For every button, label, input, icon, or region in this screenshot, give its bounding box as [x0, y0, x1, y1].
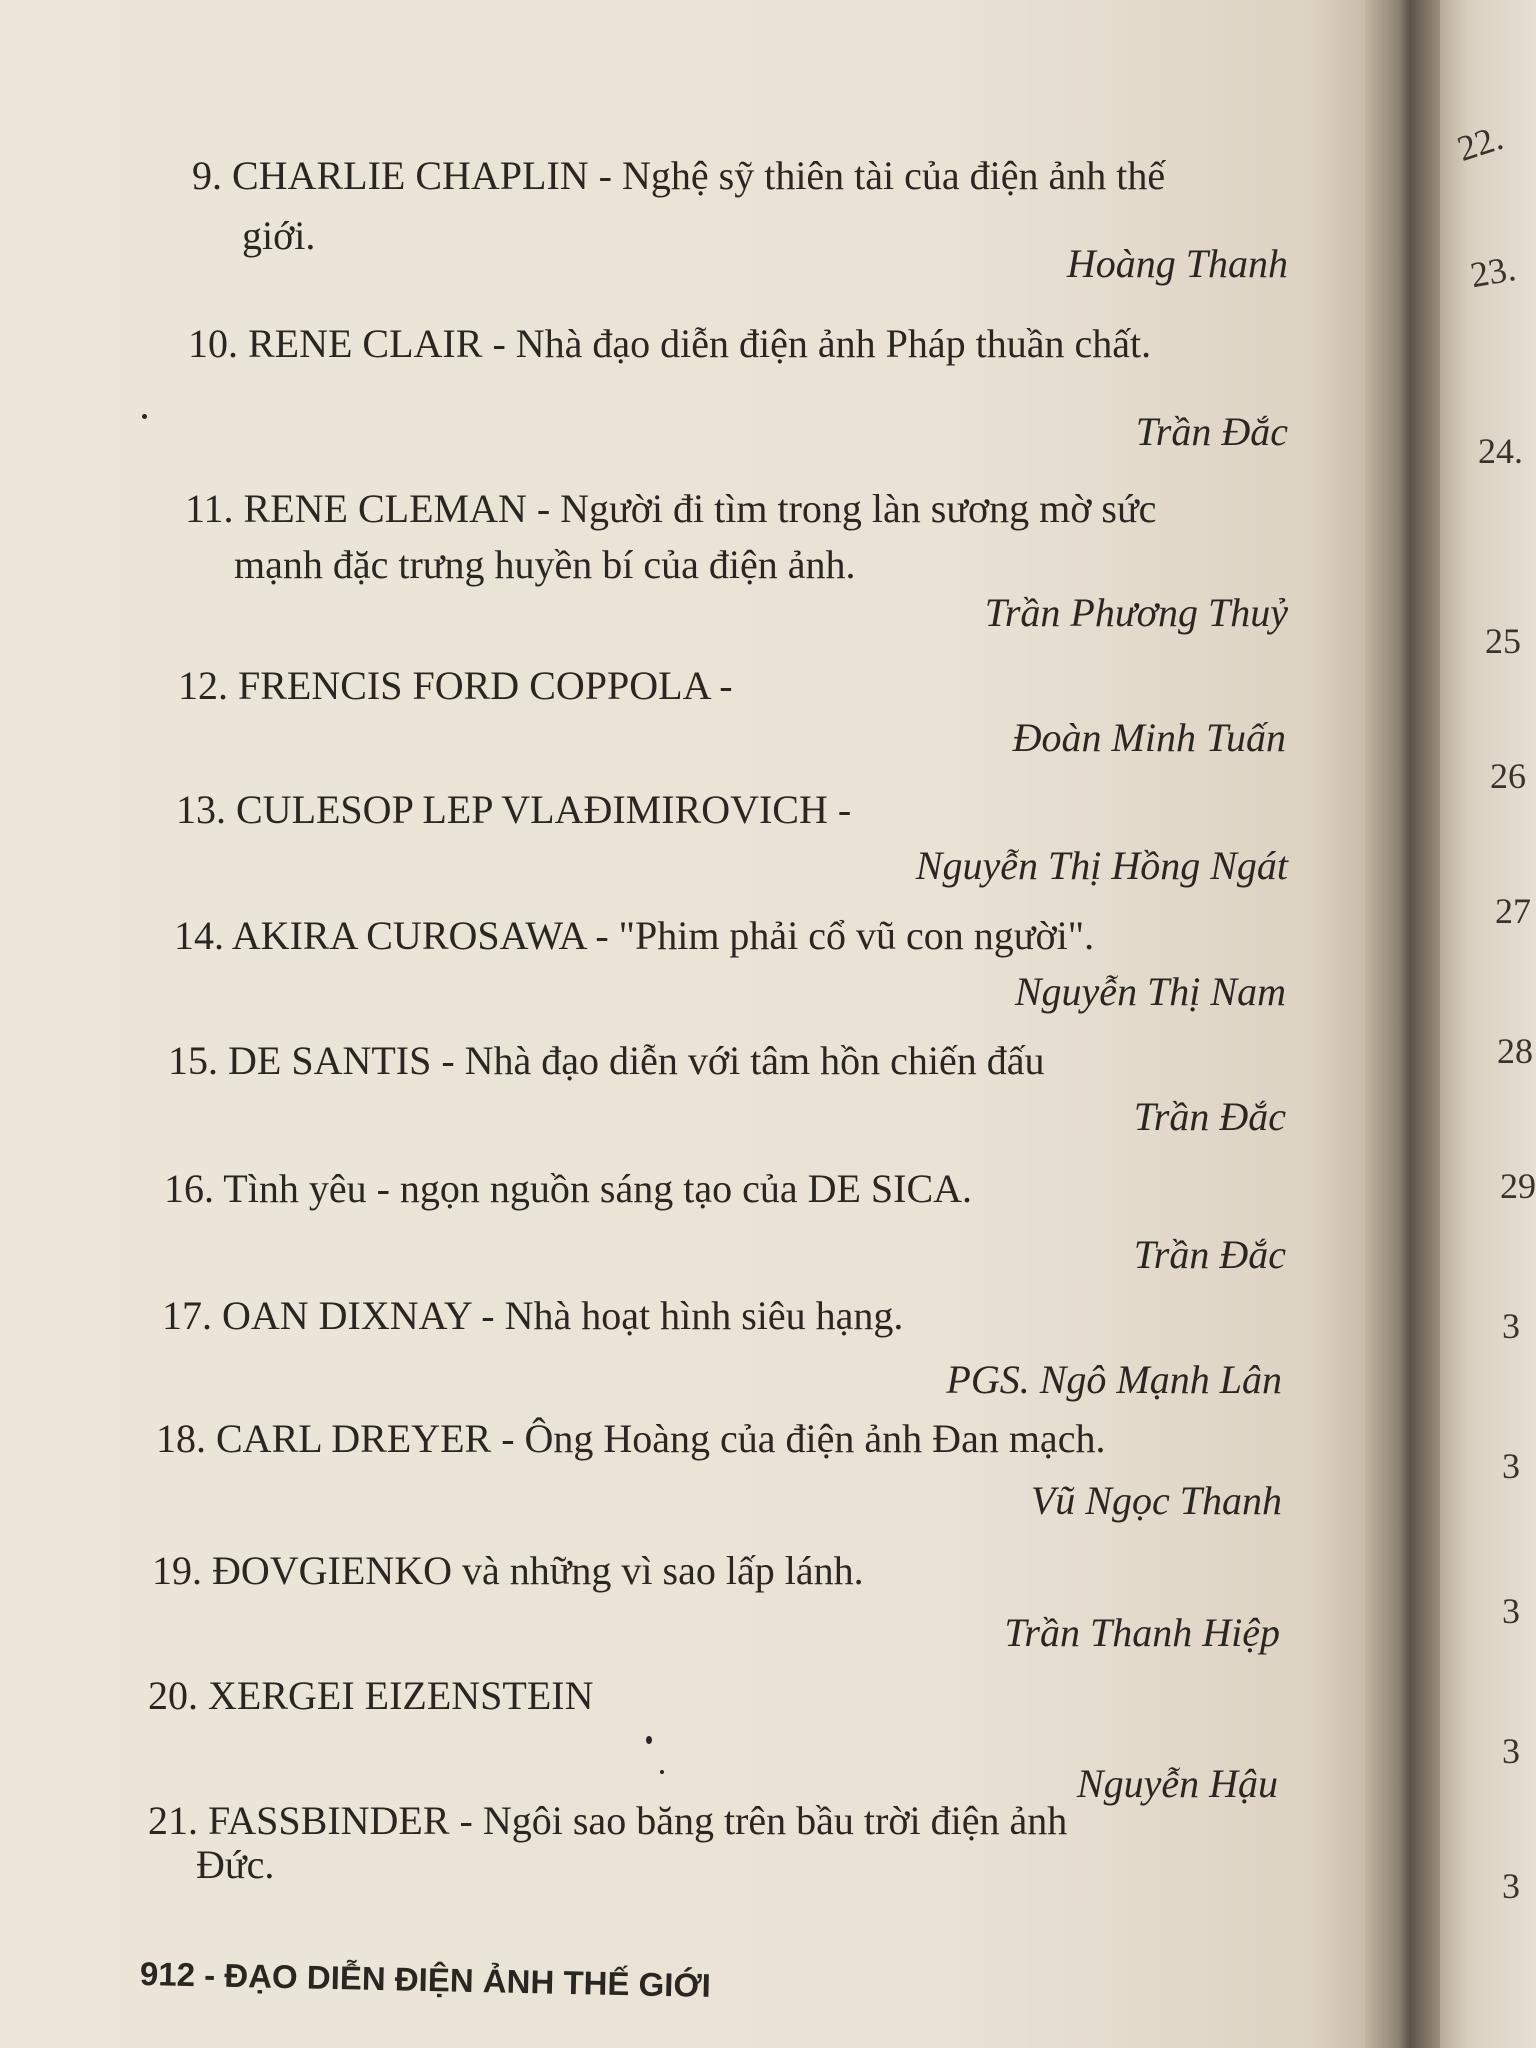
right-page-number: 28	[1497, 1031, 1533, 1071]
right-page-number: 29	[1500, 1166, 1536, 1206]
entry-line	[164, 1163, 972, 1215]
entry-number: 16.	[164, 1166, 214, 1211]
page-footer: 912 - ĐẠO DIỄN ĐIỆN ẢNH THẾ GIỚI	[139, 1955, 712, 2004]
entry-line	[192, 150, 1165, 202]
entry-line	[168, 1035, 1045, 1087]
entry-description: -	[827, 787, 852, 832]
entry-author: Trần Đắc	[1133, 1232, 1286, 1277]
entry-number: 17.	[162, 1293, 212, 1338]
entry-line	[148, 1795, 1067, 1847]
entry-title: RENE CLAIR	[248, 321, 483, 366]
entry-title: AKIRA CUROSAWA	[231, 913, 586, 958]
entry-description: và những vì sao lấp lánh.	[451, 1548, 864, 1593]
right-page-number: 23.	[1467, 248, 1519, 296]
entry-continuation: giới.	[242, 213, 316, 258]
entry-line	[188, 318, 1151, 370]
entry-description: - Người đi tìm trong làn sương mờ sức	[526, 486, 1157, 531]
entry-author: Trần Đắc	[1135, 409, 1288, 454]
right-page-number: 3	[1502, 1446, 1520, 1486]
right-page-number: 3	[1502, 1731, 1520, 1771]
entry-number: 19.	[152, 1548, 202, 1593]
entry-number: 10.	[188, 321, 238, 366]
entry-title: DE SANTIS	[228, 1038, 432, 1083]
entry-title: CHARLIE CHAPLIN	[232, 153, 589, 198]
entry-line	[148, 1670, 593, 1722]
book-gutter	[1365, 0, 1440, 2048]
right-page-number: 24.	[1478, 431, 1523, 471]
entry-title: XERGEI EIZENSTEIN	[208, 1673, 594, 1718]
entry-description: - "Phim phải cổ vũ con người".	[585, 913, 1095, 958]
ink-speck	[660, 1770, 664, 1774]
entry-line	[174, 910, 1094, 962]
entry-author: PGS. Ngô Mạnh Lân	[946, 1357, 1282, 1402]
entry-title: CARL DREYER	[216, 1416, 492, 1461]
right-page-number: 3	[1502, 1306, 1520, 1346]
right-page-number: 25	[1485, 621, 1521, 661]
entry-title: CULESOP LEP VLAĐIMIROVICH	[236, 787, 828, 832]
entry-author: Hoàng Thanh	[1066, 241, 1288, 286]
entry-description: -	[709, 663, 733, 708]
ink-speck	[646, 1736, 652, 1744]
right-page-edge	[1440, 0, 1536, 2048]
entry-description: - Ngôi sao băng trên bầu trời điện ảnh	[449, 1798, 1068, 1843]
entry-author: Trần Thanh Hiệp	[1004, 1610, 1280, 1655]
entry-number: 15.	[168, 1038, 218, 1083]
ink-speck	[142, 414, 147, 419]
entry-number: 20.	[148, 1673, 198, 1718]
entry-description: - Nghệ sỹ thiên tài của điện ảnh thế	[588, 153, 1166, 198]
entry-author: Vũ Ngọc Thanh	[1030, 1478, 1282, 1523]
entry-description: - Ông Hoàng của điện ảnh Đan mạch.	[491, 1416, 1106, 1461]
entry-title: RENE CLEMAN	[243, 486, 527, 531]
entry-number: 12.	[178, 663, 228, 708]
entry-author: Đoàn Minh Tuấn	[1012, 715, 1286, 760]
entry-author: Trần Đắc	[1133, 1094, 1286, 1139]
entry-author: Nguyễn Hậu	[1076, 1761, 1278, 1806]
entry-title: FRENCIS FORD COPPOLA	[238, 663, 710, 708]
entry-author: Nguyễn Thị Hồng Ngát	[915, 843, 1288, 888]
right-page-number: 3	[1502, 1591, 1520, 1631]
entry-description: - Nhà hoạt hình siêu hạng.	[471, 1293, 904, 1338]
entry-author: Trần Phương Thuỷ	[984, 590, 1288, 635]
right-page-number: 27	[1495, 891, 1531, 931]
entry-number: 13.	[176, 787, 226, 832]
entry-number: 9.	[192, 153, 222, 198]
entry-line	[185, 483, 1156, 535]
entry-line	[162, 1290, 903, 1342]
entry-title: OAN DIXNAY	[222, 1293, 472, 1338]
entry-number: 18.	[156, 1416, 206, 1461]
entry-line	[176, 784, 851, 836]
entry-description: - Nhà đạo diễn với tâm hồn chiến đấu	[431, 1038, 1045, 1083]
entry-number: 21.	[148, 1798, 198, 1843]
entry-description: - Nhà đạo diễn điện ảnh Pháp thuần chất.	[482, 321, 1152, 366]
entry-line	[152, 1545, 864, 1597]
entry-continuation: Đức.	[196, 1842, 275, 1887]
entry-title: FASSBINDER	[208, 1798, 450, 1843]
right-page-number: 22.	[1452, 117, 1508, 170]
entry-author: Nguyễn Thị Nam	[1014, 969, 1286, 1014]
right-page-number: 26	[1490, 756, 1526, 796]
entry-title: Tình yêu - ngọn nguồn sáng tạo của DE SICA.	[223, 1166, 973, 1211]
entry-continuation: mạnh đặc trưng huyền bí của điện ảnh.	[234, 542, 856, 587]
entry-number: 14.	[174, 913, 224, 958]
entry-number: 11.	[185, 486, 234, 531]
entry-line	[178, 660, 733, 712]
right-page-number: 3	[1502, 1866, 1520, 1906]
entry-line	[156, 1413, 1105, 1465]
entry-title: ĐOVGIENKO	[212, 1548, 452, 1593]
